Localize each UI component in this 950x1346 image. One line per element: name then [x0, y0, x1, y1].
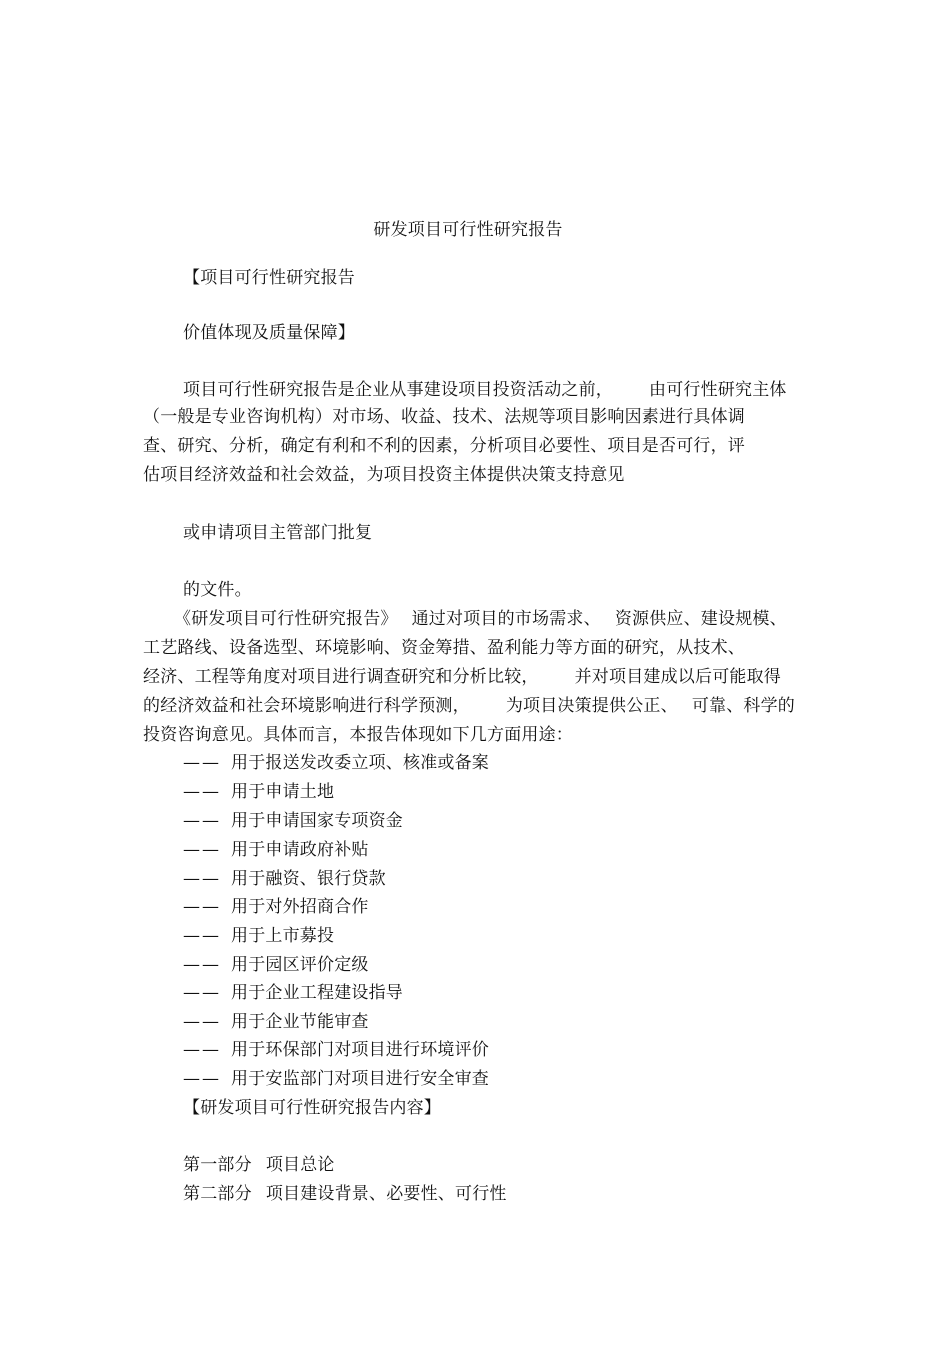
dash-marker: —— — [183, 955, 221, 975]
list-item-text: 用于上市募投 — [231, 926, 335, 946]
para2-line1-c: 资源供应、建设规模、 — [614, 609, 787, 629]
list-item — [183, 1039, 489, 1061]
para2-line5: 投资咨询意见。具体而言，本报告体现如下几方面用途： — [143, 725, 573, 745]
para2-line1-a: 《研发项目可行性研究报告》 — [174, 609, 398, 629]
section-heading-line1: 【项目可行性研究报告 — [183, 268, 355, 288]
para2-line4 — [143, 695, 795, 717]
section-heading-contents: 【研发项目可行性研究报告内容】 — [183, 1098, 441, 1118]
para2-line3-b: 并对项目建成以后可能取得 — [574, 667, 782, 687]
list-item — [183, 839, 369, 861]
list-item-text: 用于环保部门对项目进行环境评价 — [231, 1040, 489, 1060]
list-item — [183, 925, 334, 947]
part-title: 项目建设背景、必要性、可行性 — [265, 1184, 507, 1204]
list-item-text: 用于融资、银行贷款 — [231, 869, 386, 889]
para2-line4-a: 的经济效益和社会环境影响进行科学预测， — [143, 696, 470, 716]
para1-line5: 或申请项目主管部门批复 — [183, 523, 373, 543]
dash-marker: —— — [183, 811, 221, 831]
dash-marker: —— — [183, 753, 221, 773]
para1-line6: 的文件。 — [183, 580, 252, 600]
list-item — [183, 954, 369, 976]
para2-line3 — [143, 666, 781, 688]
list-item — [183, 982, 403, 1004]
dash-marker: —— — [183, 1040, 221, 1060]
list-item — [183, 752, 489, 774]
para1-line3: 查、研究、分析，确定有利和不利的因素，分析项目必要性、项目是否可行，评 — [143, 436, 745, 456]
part-heading — [183, 1154, 335, 1176]
part-label: 第一部分 — [183, 1155, 252, 1175]
list-item — [183, 781, 334, 803]
list-item-text: 用于企业节能审查 — [231, 1012, 369, 1032]
list-item — [183, 1011, 369, 1033]
para2-line4-b: 为项目决策提供公正、 — [505, 696, 678, 716]
list-item-text: 用于对外招商合作 — [231, 897, 369, 917]
list-item-text: 用于申请政府补贴 — [231, 840, 369, 860]
para1-line1-a: 项目可行性研究报告是企业从事建设项目投资活动之前， — [183, 380, 613, 400]
list-item-text: 用于报送发改委立项、核准或备案 — [231, 753, 489, 773]
list-item — [183, 868, 386, 890]
dash-marker: —— — [183, 782, 221, 802]
dash-marker: —— — [183, 840, 221, 860]
list-item — [183, 896, 369, 918]
para1-line2: （一般是专业咨询机构）对市场、收益、技术、法规等项目影响因素进行具体调 — [143, 407, 745, 427]
para1-line4: 估项目经济效益和社会效益，为项目投资主体提供决策支持意见 — [143, 465, 625, 485]
list-item-text: 用于园区评价定级 — [231, 955, 369, 975]
para2-line2: 工艺路线、设备选型、环境影响、资金筹措、盈利能力等方面的研究，从技术、 — [143, 638, 745, 658]
list-item-text: 用于安监部门对项目进行安全审查 — [231, 1069, 489, 1089]
part-title: 项目总论 — [265, 1155, 335, 1175]
dash-marker: —— — [183, 983, 221, 1003]
para2-line3-a: 经济、工程等角度对项目进行调查研究和分析比较， — [143, 667, 539, 687]
list-item-text: 用于申请国家专项资金 — [231, 811, 403, 831]
part-heading — [183, 1183, 507, 1205]
list-item-text: 用于企业工程建设指导 — [231, 983, 403, 1003]
para2-line1-b: 通过对项目的市场需求、 — [411, 609, 601, 629]
para1-line1 — [183, 379, 787, 401]
dash-marker: —— — [183, 1069, 221, 1089]
para1-line1-b: 由可行性研究主体 — [649, 380, 787, 400]
list-item-text: 用于申请土地 — [231, 782, 335, 802]
dash-marker: —— — [183, 897, 221, 917]
list-item — [183, 1068, 489, 1090]
dash-marker: —— — [183, 926, 221, 946]
dash-marker: —— — [183, 1012, 221, 1032]
dash-marker: —— — [183, 869, 221, 889]
para2-line1 — [174, 608, 787, 630]
section-heading-line2: 价值体现及质量保障】 — [183, 323, 355, 343]
part-label: 第二部分 — [183, 1184, 252, 1204]
para2-line4-c: 可靠、科学的 — [691, 696, 796, 716]
page-title: 研发项目可行性研究报告 — [373, 220, 563, 240]
list-item — [183, 810, 403, 832]
